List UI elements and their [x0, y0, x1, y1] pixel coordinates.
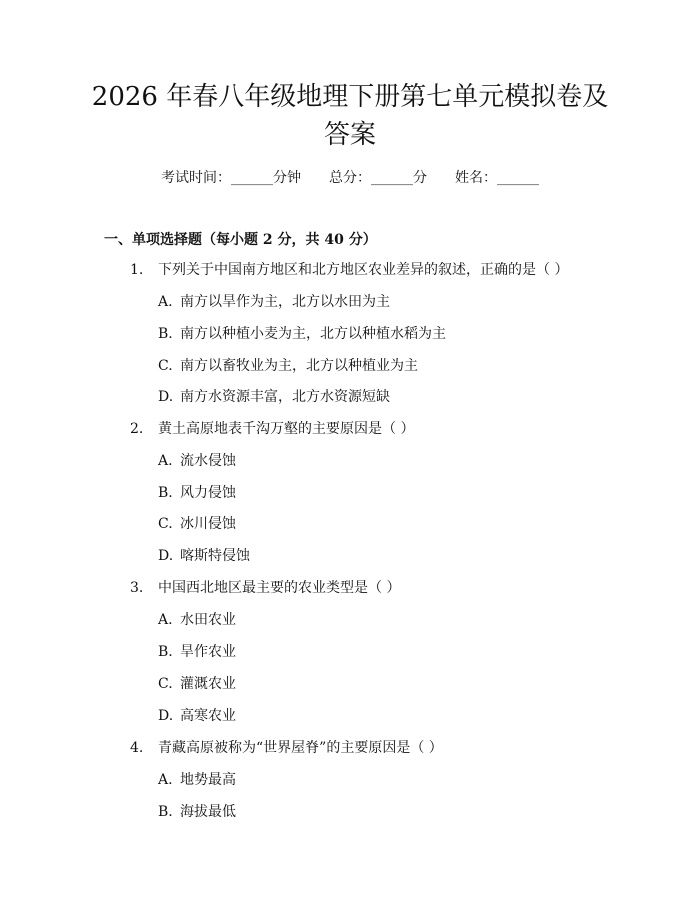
option-4a [158, 770, 236, 790]
question-number: 3. [130, 580, 144, 596]
option-1a [158, 292, 390, 312]
page-title [60, 78, 640, 154]
option-2c [158, 514, 236, 534]
option-3b [158, 642, 236, 662]
option-text: 旱作农业 [180, 644, 236, 660]
option-4b [158, 802, 236, 822]
question-number: 4. [130, 740, 144, 756]
option-letter: C. [158, 676, 173, 692]
question-text: 青藏高原被称为“世界屋脊”的主要原因是（ ） [158, 740, 443, 756]
option-text: 喀斯特侵蚀 [180, 548, 250, 564]
option-letter: C. [158, 516, 173, 532]
question-text: 黄土高原地表千沟万壑的主要原因是（ ） [158, 421, 415, 437]
exam-meta-line: 考试时间：______分钟 总分：______分 姓名：______ [161, 170, 539, 186]
option-1b [158, 324, 446, 344]
option-text: 地势最高 [180, 772, 236, 788]
option-text: 高寒农业 [180, 708, 236, 724]
option-letter: B. [158, 644, 173, 660]
option-text: 水田农业 [180, 612, 236, 628]
question-text: 下列关于中国南方地区和北方地区农业差异的叙述，正确的是（ ） [158, 262, 569, 278]
question-number: 1. [130, 262, 144, 278]
option-letter: D. [158, 708, 174, 724]
option-letter: C. [158, 358, 173, 374]
option-3d [158, 706, 236, 726]
option-text: 南方以种植小麦为主，北方以种植水稻为主 [180, 326, 446, 342]
option-text: 南方以畜牧业为主，北方以种植业为主 [180, 358, 418, 374]
option-2d [158, 546, 250, 566]
question-2 [130, 419, 414, 439]
question-3 [130, 578, 400, 598]
option-1c [158, 356, 418, 376]
option-text: 风力侵蚀 [180, 485, 236, 501]
option-text: 南方水资源丰富，北方水资源短缺 [180, 389, 390, 405]
option-text: 海拔最低 [180, 804, 236, 820]
title-line-1: 2026 年春八年级地理下册第七单元模拟卷及 [91, 82, 609, 112]
option-2b [158, 483, 236, 503]
option-3a [158, 610, 236, 630]
option-letter: D. [158, 548, 174, 564]
question-text: 中国西北地区最主要的农业类型是（ ） [158, 580, 401, 596]
question-4 [130, 738, 443, 758]
question-1 [130, 260, 568, 280]
option-2a [158, 451, 236, 471]
option-letter: D. [158, 389, 174, 405]
option-letter: A. [158, 294, 173, 310]
section-heading: 一、单项选择题（每小题 2 分，共 40 分） [104, 232, 377, 248]
option-letter: B. [158, 326, 173, 342]
question-number: 2. [130, 421, 144, 437]
option-text: 冰川侵蚀 [180, 516, 236, 532]
option-letter: A. [158, 772, 173, 788]
option-letter: B. [158, 804, 173, 820]
option-letter: B. [158, 485, 173, 501]
option-letter: A. [158, 453, 173, 469]
option-1d [158, 387, 390, 407]
option-text: 南方以旱作为主，北方以水田为主 [180, 294, 390, 310]
title-line-2: 答案 [323, 120, 376, 150]
option-text: 流水侵蚀 [180, 453, 236, 469]
option-letter: A. [158, 612, 173, 628]
option-text: 灌溉农业 [180, 676, 236, 692]
option-3c [158, 674, 236, 694]
